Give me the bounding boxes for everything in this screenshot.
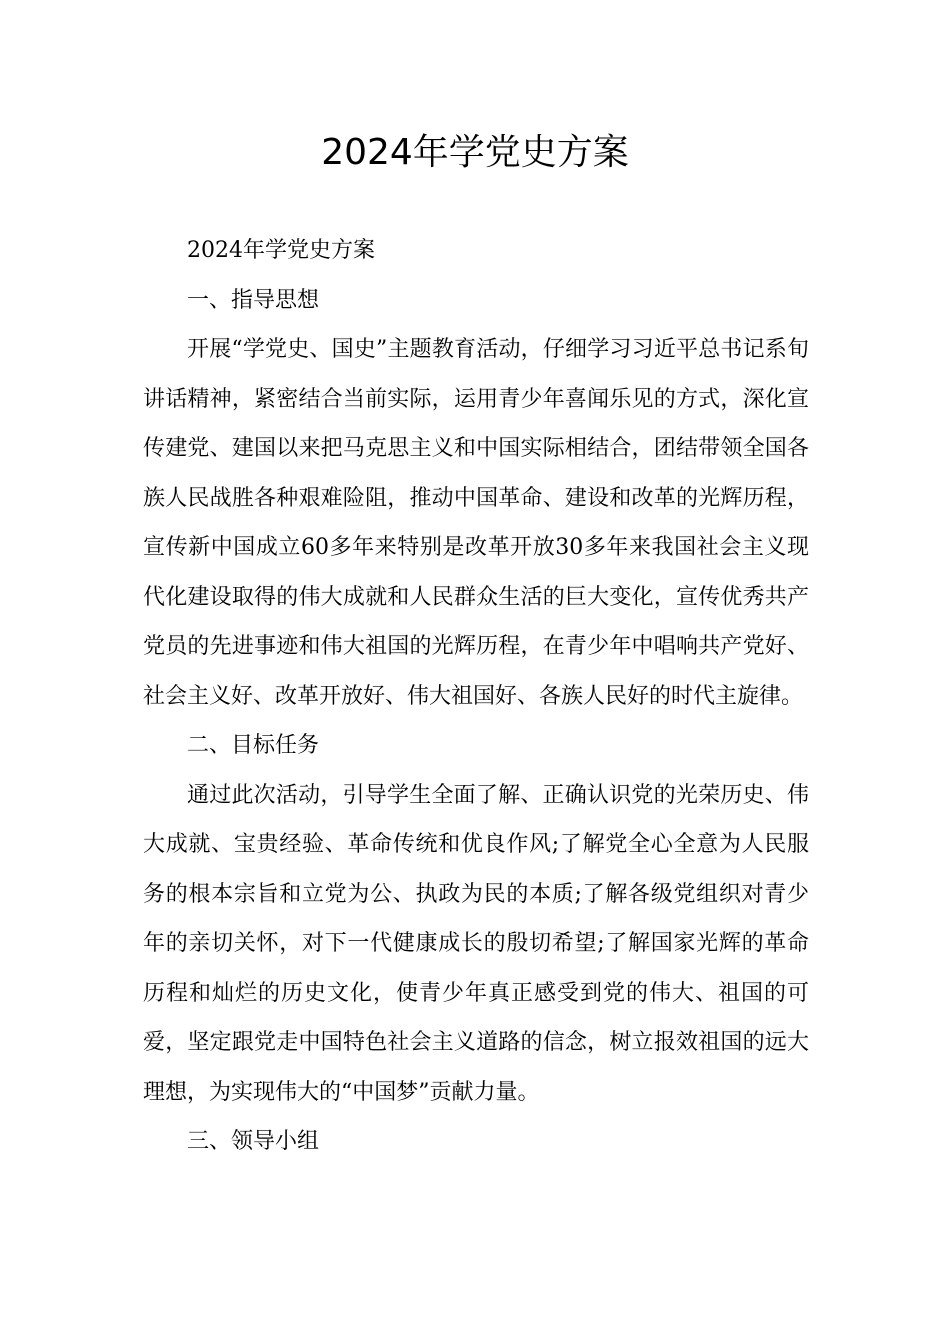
heading-leading-group: 三、领导小组 — [187, 1129, 320, 1154]
paragraph-guiding-ideology: 开展“学党史、国史”主题教育活动，仔细学习习近平总书记系旬讲话精神，紧密结合当前实际，运用青少年喜闻乐见的方式，深化宣传建党、建国以来把马克思主义和中国实际相结合，团结带领全国各族人民战胜各种艰难险阻，推动中国革命、建设和改革的光辉历程，宣传新中国成立60多年来特别是改革开放30多年来我国社会主义现代化建设取得的伟大成就和人民群众生活的巨大变化，宣传优秀共产党员的先进事迹和伟大祖国的光辉历程，在青少年中唱响共产党好、社会主义好、改革开放好、伟大祖国好、各族人民好的时代主旋律。 — [143, 337, 809, 709]
paragraph-goals-tasks: 通过此次活动，引导学生全面了解、正确认识党的光荣历史、伟大成就、宝贵经验、革命传统和优良作风;了解党全心全意为人民服务的根本宗旨和立党为公、执政为民的本质;了解各级党组织对青少年的亲切关怀，对下一代健康成长的殷切希望;了解国家光辉的革命历程和灿烂的历史文化，使青少年真正感受到党的伟大、祖国的可爱，坚定跟党走中国特色社会主义道路的信念，树立报效祖国的远大理想，为实现伟大的“中国梦”贡献力量。 — [143, 782, 809, 1105]
heading-guiding-ideology: 一、指导思想 — [187, 287, 320, 313]
paragraph-subtitle: 2024年学党史方案 — [187, 238, 375, 263]
heading-goals-tasks: 二、目标任务 — [187, 733, 320, 758]
document-title: 2024年学党史方案 — [321, 132, 629, 173]
document-body — [143, 226, 809, 1167]
